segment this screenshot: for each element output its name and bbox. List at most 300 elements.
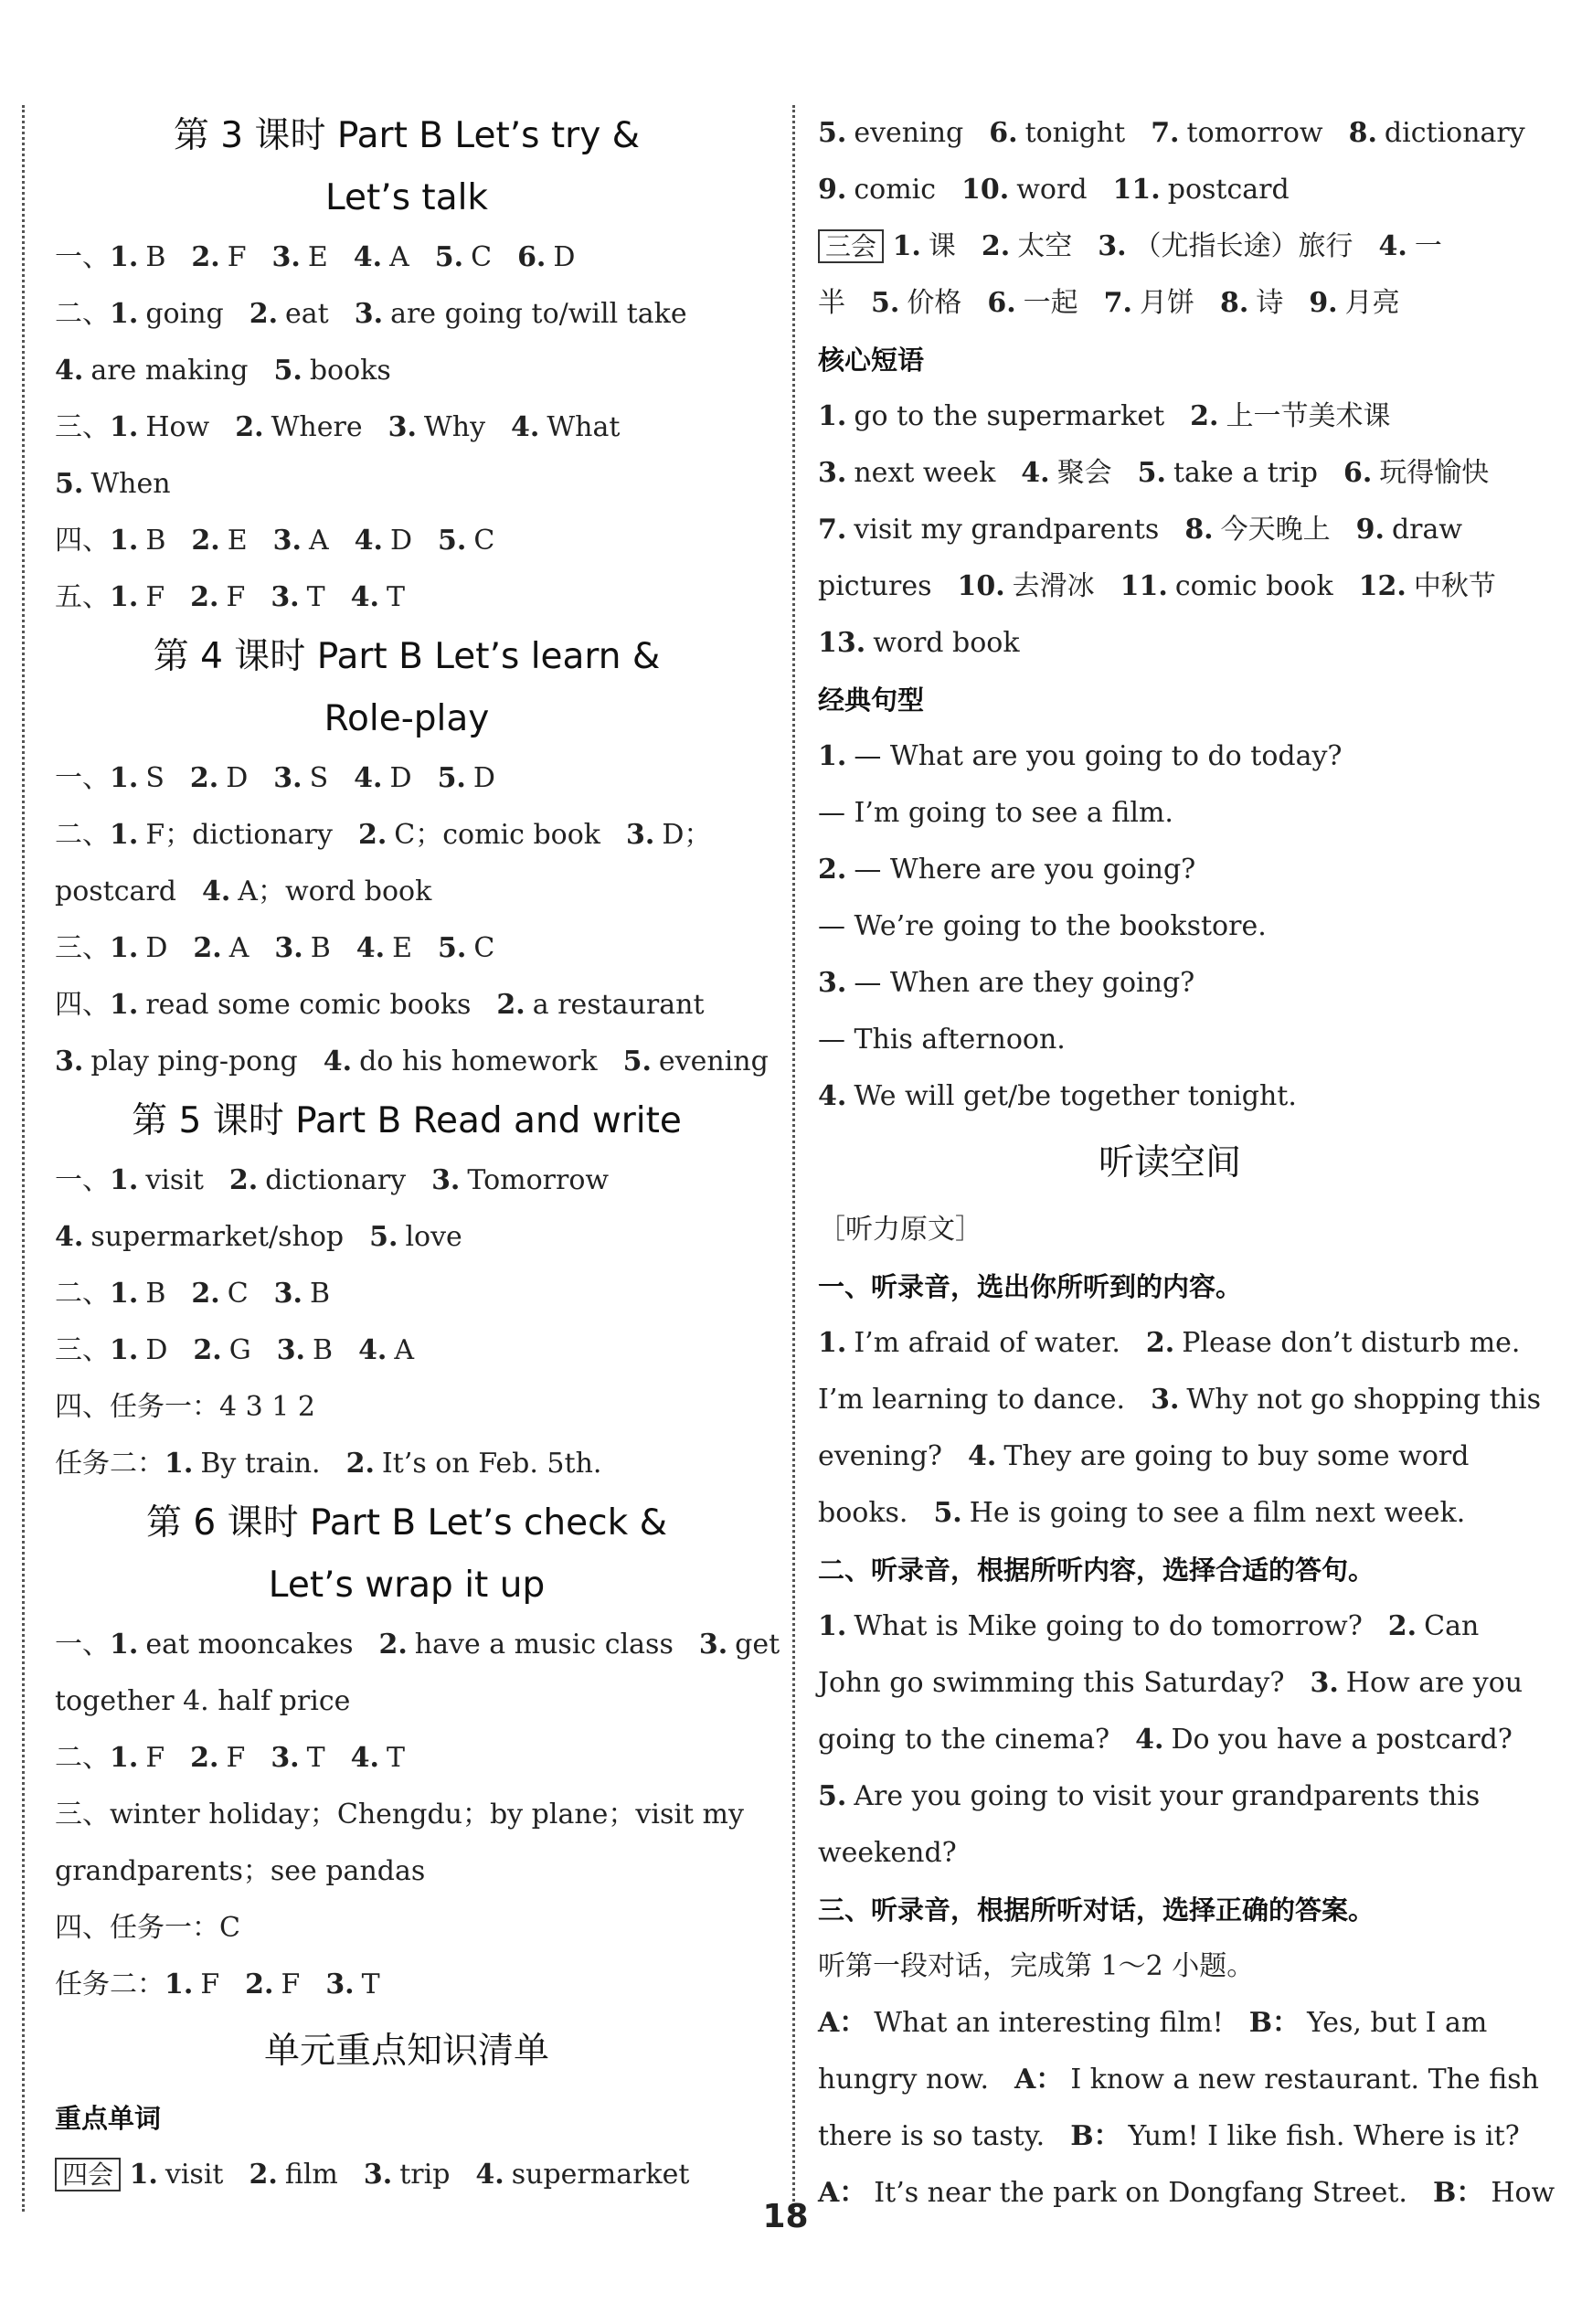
item-text: postcard bbox=[55, 875, 176, 907]
item-text: C bbox=[473, 525, 495, 557]
item-number: 5. bbox=[55, 468, 84, 500]
item-text: 一 bbox=[1414, 230, 1442, 262]
item-number: 2. bbox=[1190, 400, 1219, 432]
answer-line bbox=[818, 1768, 1522, 1825]
item-text: going bbox=[145, 298, 224, 330]
answer-line bbox=[55, 456, 759, 513]
item-text: C；comic book bbox=[394, 819, 600, 851]
item-text: F bbox=[145, 1742, 165, 1774]
item-text: （尤指长途）旅行 bbox=[1133, 230, 1353, 262]
item-text: B bbox=[145, 1278, 166, 1310]
item-number: 1. bbox=[110, 525, 139, 557]
item-number: 3. bbox=[274, 932, 303, 964]
item-number: 3. bbox=[354, 298, 384, 330]
section-heading: 第 5 课时 Part B Read and write bbox=[132, 1100, 682, 1141]
text-line: — We’re going to the bookstore. bbox=[818, 910, 1267, 942]
item-text: We will get/be together tonight. bbox=[854, 1080, 1297, 1112]
item-number: 4. bbox=[1135, 1724, 1164, 1756]
item-number: 2. bbox=[191, 1278, 220, 1310]
item-text: B bbox=[313, 1334, 334, 1366]
item-text: — When are they going? bbox=[854, 967, 1195, 999]
item-text: Yum! I like fish. Where is it? bbox=[1128, 2120, 1520, 2152]
item-text: I’m afraid of water. bbox=[854, 1327, 1120, 1359]
item-number: 1. bbox=[110, 989, 139, 1021]
item-text: 玩得愉快 bbox=[1379, 457, 1490, 489]
answer-line bbox=[818, 388, 1522, 445]
line-prefix: 二、 bbox=[55, 819, 110, 851]
item-number: 2. bbox=[357, 819, 387, 851]
item-text: evening bbox=[658, 1045, 769, 1077]
item-number: 2. bbox=[496, 989, 525, 1021]
item-text: E bbox=[307, 241, 328, 273]
text-line: 三、winter holiday；Chengdu；by plane；visit my bbox=[55, 1799, 744, 1831]
item-text: next week bbox=[854, 457, 996, 489]
item-text: T bbox=[306, 1742, 325, 1774]
item-text: supermarket bbox=[511, 2159, 690, 2191]
item-text: A bbox=[228, 932, 249, 964]
item-number: B： bbox=[1248, 2007, 1300, 2039]
item-number: 2. bbox=[190, 1742, 219, 1774]
item-number: 3. bbox=[273, 1278, 303, 1310]
section-heading: Let’s wrap it up bbox=[268, 1565, 546, 1606]
item-text: E bbox=[392, 932, 412, 964]
item-text: do his homework bbox=[359, 1045, 598, 1077]
item-text: What is Mike going to do tomorrow? bbox=[854, 1610, 1363, 1642]
item-text: By train. bbox=[200, 1448, 321, 1480]
subheading: 三、听录音，根据所听对话，选择正确的答案。 bbox=[818, 1894, 1375, 1926]
item-number: 5. bbox=[369, 1221, 398, 1253]
text-line: — I’m going to see a film. bbox=[818, 797, 1173, 829]
answer-line bbox=[818, 1712, 1522, 1768]
item-number: 2. bbox=[1387, 1610, 1417, 1642]
item-number: A： bbox=[818, 2007, 867, 2039]
item-text: Please don’t disturb me. bbox=[1182, 1327, 1521, 1359]
line-prefix: 二、 bbox=[55, 1742, 110, 1774]
item-text: D bbox=[389, 525, 412, 557]
item-number: 2. bbox=[191, 241, 220, 273]
answer-line bbox=[818, 1995, 1522, 2052]
item-text: word bbox=[1016, 174, 1088, 206]
item-text: get bbox=[735, 1629, 780, 1661]
item-number: 5. bbox=[1137, 457, 1166, 489]
item-text: comic book bbox=[1174, 570, 1333, 602]
item-number: 2. bbox=[235, 411, 264, 443]
item-text: F bbox=[227, 241, 247, 273]
item-text: When bbox=[90, 468, 171, 500]
answer-line bbox=[55, 1957, 759, 2013]
item-text: — What are you going to do today? bbox=[854, 740, 1343, 772]
item-number: 10. bbox=[957, 570, 1005, 602]
item-number: 1. bbox=[110, 819, 139, 851]
answer-line bbox=[818, 558, 1522, 615]
item-text: love bbox=[405, 1221, 462, 1253]
line-prefix: 三、 bbox=[55, 411, 110, 443]
item-text: Why bbox=[423, 411, 486, 443]
item-text: B bbox=[310, 1278, 331, 1310]
answer-line bbox=[55, 1617, 780, 1673]
answer-line bbox=[55, 569, 759, 626]
item-number: 5. bbox=[438, 525, 467, 557]
item-number: 3. bbox=[625, 819, 655, 851]
item-number: 8. bbox=[1219, 287, 1249, 319]
item-number: 6. bbox=[989, 117, 1018, 149]
item-text: film bbox=[284, 2159, 338, 2191]
item-text: Can bbox=[1424, 1610, 1480, 1642]
answer-line bbox=[55, 920, 759, 977]
item-text: Yes, but I am bbox=[1307, 2007, 1488, 2039]
item-text: How bbox=[1491, 2177, 1555, 2209]
subheading: 重点单词 bbox=[55, 2103, 162, 2134]
item-text: word book bbox=[873, 627, 1020, 659]
item-text: eat mooncakes bbox=[145, 1629, 354, 1661]
line-prefix: 四、 bbox=[55, 525, 110, 557]
text-line: grandparents；see pandas bbox=[55, 1855, 426, 1887]
answer-line bbox=[55, 286, 759, 343]
item-text: evening bbox=[854, 117, 964, 149]
item-text: there is so tasty. bbox=[818, 2120, 1046, 2152]
item-text: 月亮 bbox=[1344, 287, 1400, 319]
line-prefix: 一、 bbox=[55, 1164, 110, 1196]
item-number: 8. bbox=[1184, 514, 1214, 546]
item-number: 3. bbox=[1151, 1384, 1180, 1416]
item-text: T bbox=[306, 581, 325, 613]
item-number: 3. bbox=[271, 581, 300, 613]
item-text: C bbox=[227, 1278, 249, 1310]
item-number: 2. bbox=[345, 1448, 375, 1480]
item-text: 半 bbox=[818, 287, 845, 319]
item-number: 3. bbox=[363, 2159, 393, 2191]
item-text: going to the cinema? bbox=[818, 1724, 1110, 1756]
item-number: 2. bbox=[228, 1164, 259, 1196]
line-prefix: 一、 bbox=[55, 1629, 110, 1661]
item-number: 5. bbox=[871, 287, 900, 319]
item-text: A bbox=[308, 525, 329, 557]
answer-line bbox=[55, 864, 759, 920]
item-text: dictionary bbox=[1384, 117, 1525, 149]
answer-line bbox=[55, 1266, 759, 1322]
item-number: 2. bbox=[193, 932, 222, 964]
item-text: visit my grandparents bbox=[854, 514, 1160, 546]
item-number: 1. bbox=[110, 1742, 139, 1774]
item-text: 一起 bbox=[1023, 287, 1078, 319]
item-text: — Where are you going? bbox=[854, 854, 1196, 886]
item-text: F；dictionary bbox=[145, 819, 333, 851]
answer-line bbox=[55, 399, 759, 456]
item-text: C bbox=[473, 932, 495, 964]
item-number: 5. bbox=[434, 241, 464, 273]
item-number: 2. bbox=[249, 298, 279, 330]
answer-line bbox=[818, 1315, 1522, 1372]
item-text: B bbox=[145, 525, 166, 557]
text-line: 四、任务一：C bbox=[55, 1912, 240, 1944]
item-number: 1. bbox=[110, 298, 139, 330]
item-text: S bbox=[309, 762, 329, 794]
item-number: 1. bbox=[818, 1610, 847, 1642]
item-number: 3. bbox=[1310, 1667, 1339, 1699]
line-prefix: 二、 bbox=[55, 298, 110, 330]
line-prefix: 一、 bbox=[55, 762, 110, 794]
item-number: 3. bbox=[273, 762, 303, 794]
answer-line bbox=[818, 105, 1525, 162]
item-text: It’s near the park on Dongfang Street. bbox=[874, 2177, 1407, 2209]
item-number: 7. bbox=[1103, 287, 1132, 319]
item-text: F bbox=[226, 1742, 246, 1774]
answer-line bbox=[818, 615, 1522, 672]
section-heading: 第 3 课时 Part B Let’s try & bbox=[173, 115, 641, 156]
item-number: 3. bbox=[325, 1969, 355, 2000]
item-number: 4. bbox=[818, 1080, 847, 1112]
item-text: tonight bbox=[1024, 117, 1126, 149]
item-number: 4. bbox=[354, 762, 383, 794]
item-number: 3. bbox=[55, 1045, 84, 1077]
item-number: 2. bbox=[818, 854, 847, 886]
item-number: 2. bbox=[193, 1334, 222, 1366]
item-number: 2. bbox=[249, 2159, 278, 2191]
item-text: go to the supermarket bbox=[854, 400, 1165, 432]
item-text: D bbox=[226, 762, 249, 794]
item-number: 3. bbox=[272, 525, 302, 557]
item-number: B： bbox=[1070, 2120, 1121, 2152]
section-title: 单元重点知识清单 bbox=[263, 2031, 549, 2072]
item-text: Where bbox=[271, 411, 363, 443]
item-number: 1. bbox=[110, 581, 139, 613]
item-text: play ping-pong bbox=[90, 1045, 298, 1077]
answer-line bbox=[818, 1485, 1522, 1542]
subheading: 二、听录音，根据所听内容，选择合适的答句。 bbox=[818, 1555, 1375, 1586]
answer-line bbox=[55, 750, 759, 807]
item-text: A bbox=[389, 241, 409, 273]
item-number: 4. bbox=[323, 1045, 353, 1077]
item-number: 1. bbox=[818, 1327, 847, 1359]
item-text: comic bbox=[854, 174, 937, 206]
item-number: 1. bbox=[110, 1629, 139, 1661]
item-text: John go swimming this Saturday? bbox=[818, 1667, 1285, 1699]
item-text: postcard bbox=[1167, 174, 1290, 206]
item-text: D bbox=[472, 762, 495, 794]
text-line: 听第一段对话，完成第 1～2 小题。 bbox=[818, 1950, 1255, 1982]
answer-line bbox=[818, 2052, 1539, 2108]
item-text: T bbox=[386, 1742, 405, 1774]
item-text: are going to/will take bbox=[390, 298, 687, 330]
answer-line bbox=[55, 1322, 759, 1379]
item-number: 1. bbox=[129, 2159, 158, 2191]
item-number: 4. bbox=[55, 1221, 84, 1253]
text-line: — This afternoon. bbox=[818, 1024, 1066, 1056]
item-number: 4. bbox=[475, 2159, 504, 2191]
item-text: books. bbox=[818, 1497, 908, 1529]
item-text: have a music class bbox=[414, 1629, 674, 1661]
answer-line bbox=[818, 445, 1522, 502]
item-number: 3. bbox=[818, 967, 847, 999]
item-number: 5. bbox=[818, 1780, 847, 1812]
answer-line bbox=[818, 502, 1522, 558]
item-number: 5. bbox=[437, 762, 466, 794]
line-prefix: 三、 bbox=[55, 1334, 110, 1366]
line-prefix: 一、 bbox=[55, 241, 110, 273]
item-text: I’m learning to dance. bbox=[818, 1384, 1126, 1416]
item-text: 诗 bbox=[1256, 287, 1284, 319]
item-text: Tomorrow bbox=[467, 1164, 610, 1196]
subheading: 一、听录音，选出你所听到的内容。 bbox=[818, 1271, 1243, 1302]
item-number: 3. bbox=[276, 1334, 306, 1366]
item-text: tomorrow bbox=[1186, 117, 1323, 149]
item-text: How are you bbox=[1345, 1667, 1523, 1699]
item-number: 1. bbox=[110, 1278, 139, 1310]
item-number: 1. bbox=[165, 1969, 194, 2000]
item-number: 1. bbox=[110, 241, 139, 273]
item-text: How bbox=[145, 411, 210, 443]
item-text: What bbox=[547, 411, 621, 443]
text-line: 四、任务一：4 3 1 2 bbox=[55, 1391, 315, 1423]
answer-line bbox=[818, 955, 1522, 1012]
answer-line bbox=[55, 229, 759, 286]
item-number: 4. bbox=[354, 525, 383, 557]
section-heading: 第 6 课时 Part B Let’s check & bbox=[146, 1502, 667, 1544]
item-text: They are going to buy some word bbox=[1003, 1440, 1470, 1472]
text-line: ［听力原文］ bbox=[818, 1214, 982, 1246]
answer-line bbox=[55, 1152, 759, 1209]
item-number: 11. bbox=[1120, 570, 1168, 602]
item-number: 3. bbox=[387, 411, 417, 443]
item-text: A；word book bbox=[238, 875, 432, 907]
answer-line bbox=[55, 1730, 759, 1787]
item-text: hungry now. bbox=[818, 2064, 990, 2096]
answer-line bbox=[55, 977, 759, 1034]
item-number: 9. bbox=[1355, 514, 1385, 546]
item-text: S bbox=[145, 762, 165, 794]
answer-line bbox=[818, 162, 1522, 218]
item-text: eat bbox=[285, 298, 329, 330]
right-column bbox=[818, 105, 1555, 2222]
item-text: pictures bbox=[818, 570, 932, 602]
item-number: 6. bbox=[987, 287, 1016, 319]
answer-line bbox=[818, 1068, 1522, 1125]
item-text: trip bbox=[399, 2159, 451, 2191]
item-number: 3. bbox=[1098, 230, 1127, 262]
item-number: 1. bbox=[892, 230, 921, 262]
text-line: weekend? bbox=[818, 1837, 957, 1869]
item-number: 7. bbox=[818, 514, 847, 546]
item-number: 4. bbox=[55, 355, 84, 387]
item-text: I know a new restaurant. The fish bbox=[1070, 2064, 1539, 2096]
answer-line bbox=[818, 1655, 1522, 1712]
item-text: 课 bbox=[928, 230, 956, 262]
item-text: F bbox=[281, 1969, 301, 2000]
item-text: What an interesting film! bbox=[874, 2007, 1224, 2039]
item-text: It’s on Feb. 5th. bbox=[381, 1448, 602, 1480]
item-text: Do you have a postcard? bbox=[1171, 1724, 1513, 1756]
item-number: 12. bbox=[1358, 570, 1406, 602]
section-heading: Let’s talk bbox=[324, 177, 489, 218]
item-number: 4. bbox=[1378, 230, 1407, 262]
item-text: F bbox=[200, 1969, 220, 2000]
item-number: 2. bbox=[189, 762, 219, 794]
section-heading: 第 4 课时 Part B Let’s learn & bbox=[153, 636, 661, 677]
item-text: take a trip bbox=[1173, 457, 1318, 489]
bracket-label: 三会 bbox=[818, 229, 884, 263]
item-number: 4. bbox=[967, 1440, 997, 1472]
item-text: He is going to see a film next week. bbox=[969, 1497, 1466, 1529]
item-number: 10. bbox=[961, 174, 1010, 206]
item-number: 2. bbox=[191, 525, 220, 557]
item-text: D bbox=[145, 1334, 168, 1366]
item-number: 4. bbox=[353, 241, 383, 273]
item-text: visit bbox=[145, 1164, 204, 1196]
item-text: a restaurant bbox=[532, 989, 705, 1021]
item-number: 13. bbox=[818, 627, 866, 659]
item-number: 5. bbox=[438, 932, 467, 964]
item-number: 9. bbox=[818, 174, 847, 206]
item-number: 5. bbox=[273, 355, 303, 387]
item-number: 5. bbox=[818, 117, 847, 149]
item-text: C bbox=[471, 241, 493, 273]
item-number: 4. bbox=[350, 1742, 379, 1774]
item-number: 3. bbox=[271, 1742, 300, 1774]
item-number: 1. bbox=[110, 411, 139, 443]
item-number: 1. bbox=[818, 400, 847, 432]
answer-line bbox=[55, 343, 759, 399]
item-number: 3. bbox=[271, 241, 301, 273]
item-text: 价格 bbox=[907, 287, 962, 319]
item-number: B： bbox=[1432, 2177, 1484, 2209]
item-text: T bbox=[361, 1969, 380, 2000]
line-prefix: 五、 bbox=[55, 581, 110, 613]
text-line: together 4. half price bbox=[55, 1685, 351, 1717]
answer-line bbox=[818, 1428, 1522, 1485]
item-text: F bbox=[145, 581, 165, 613]
item-number: 2. bbox=[190, 581, 219, 613]
item-number: 1. bbox=[165, 1448, 194, 1480]
item-text: A bbox=[394, 1334, 415, 1366]
answer-line bbox=[818, 842, 1522, 898]
answer-line bbox=[55, 807, 759, 864]
section-heading: Role-play bbox=[324, 698, 490, 739]
item-number: 4. bbox=[356, 932, 386, 964]
item-text: 月饼 bbox=[1139, 287, 1194, 319]
item-text: 聚会 bbox=[1056, 457, 1112, 489]
answer-line bbox=[818, 728, 1522, 785]
item-text: D bbox=[389, 762, 412, 794]
item-number: A： bbox=[1014, 2064, 1064, 2096]
answer-line bbox=[55, 1436, 759, 1492]
item-text: 中秋节 bbox=[1413, 570, 1496, 602]
item-text: D bbox=[145, 932, 168, 964]
line-prefix: 四、 bbox=[55, 989, 110, 1021]
item-number: 4. bbox=[358, 1334, 387, 1366]
answer-line bbox=[55, 2147, 759, 2203]
line-prefix: 任务二： bbox=[55, 1448, 165, 1480]
left-dotted-margin bbox=[22, 105, 25, 2212]
item-text: evening? bbox=[818, 1440, 942, 1472]
item-number: 1. bbox=[818, 740, 847, 772]
item-text: 去滑冰 bbox=[1012, 570, 1095, 602]
item-text: 上一节美术课 bbox=[1226, 400, 1391, 432]
item-text: G bbox=[228, 1334, 251, 1366]
item-number: 6. bbox=[517, 241, 547, 273]
item-number: 8. bbox=[1348, 117, 1377, 149]
answer-line bbox=[55, 1034, 769, 1090]
item-number: 4. bbox=[350, 581, 379, 613]
answer-line bbox=[818, 218, 1522, 275]
item-number: 4. bbox=[201, 875, 231, 907]
item-number: 7. bbox=[1151, 117, 1180, 149]
answer-line bbox=[55, 513, 759, 569]
item-text: D； bbox=[662, 819, 712, 851]
item-number: A： bbox=[818, 2177, 867, 2209]
item-text: Why not go shopping this bbox=[1186, 1384, 1542, 1416]
middle-dotted-divider bbox=[792, 105, 795, 2212]
item-number: 5. bbox=[933, 1497, 962, 1529]
